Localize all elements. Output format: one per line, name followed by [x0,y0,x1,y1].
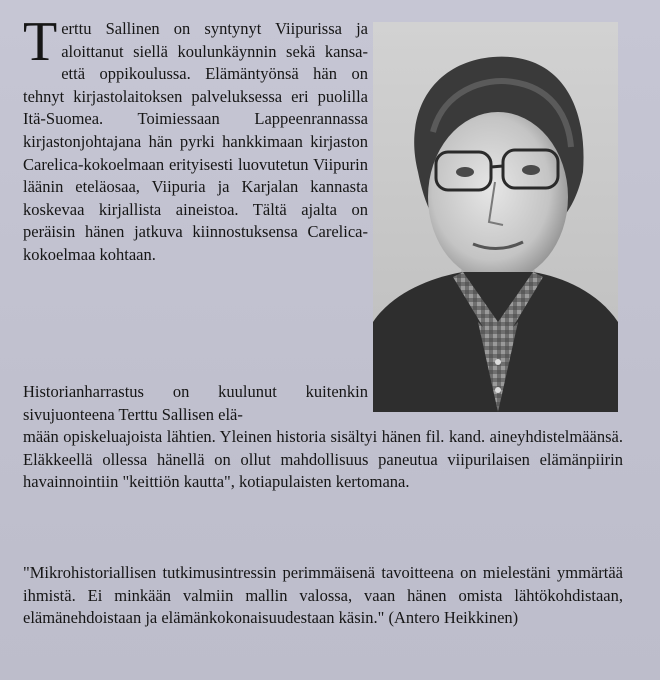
bio-paragraph-2-rest: mään opiskeluajoista lähtien. Yleinen historia sisältyi hänen fil. kand. aineyhdistelmäänsä. Eläkkeellä ollessa hänellä on ollut mahdollisuus paneutua viipurilaisen elämänpiirin havainnointiin "keittiön kautta", kotiapulaisten kertomana. [23,427,623,492]
bio-paragraph-1-text: erttu Sallinen on syntynyt Viipurissa ja aloittanut siellä koulunkäynnin sekä kansa- että oppikoulussa. Elämäntyönsä hän on tehnyt kirjastolaitoksen palveluksessa eri puolilla Itä-Suomea. Toimiessaan Lappeenrannassa kirjastonjohtajana hän pyrki hankkimaan kirjaston Carelica-kokoelmaan erityisesti luovutetun Viipurin läänin eteläosaa, Viipuria ja Karjalan kannasta koskevaa kirjallista aineistoa. Tältä ajalta on peräisin hänen jatkuva kiinnostuksensa Carelica-kokoelmaa kohtaan. [23,19,368,264]
portrait-illustration [373,22,618,412]
bio-paragraph-2-start: Historianharrastus on kuulunut kuitenkin sivujuonteena Terttu Sallisen elä- [23,382,368,424]
drop-cap: T [23,11,58,73]
bio-paragraph-1 [23,11,368,267]
quote-paragraph: "Mikrohistoriallisen tutkimusintressin perimmäisenä tavoitteena on mielestäni ymmärtää ihmistä. Ei minkään valmiin mallin valossa, vaan hänen omista lähtökohdistaan, elämänehdoistaan ja elämänkokonaisuudestaan käsin." (Antero Heikkinen) [23,563,623,628]
author-portrait-photo [373,22,618,412]
